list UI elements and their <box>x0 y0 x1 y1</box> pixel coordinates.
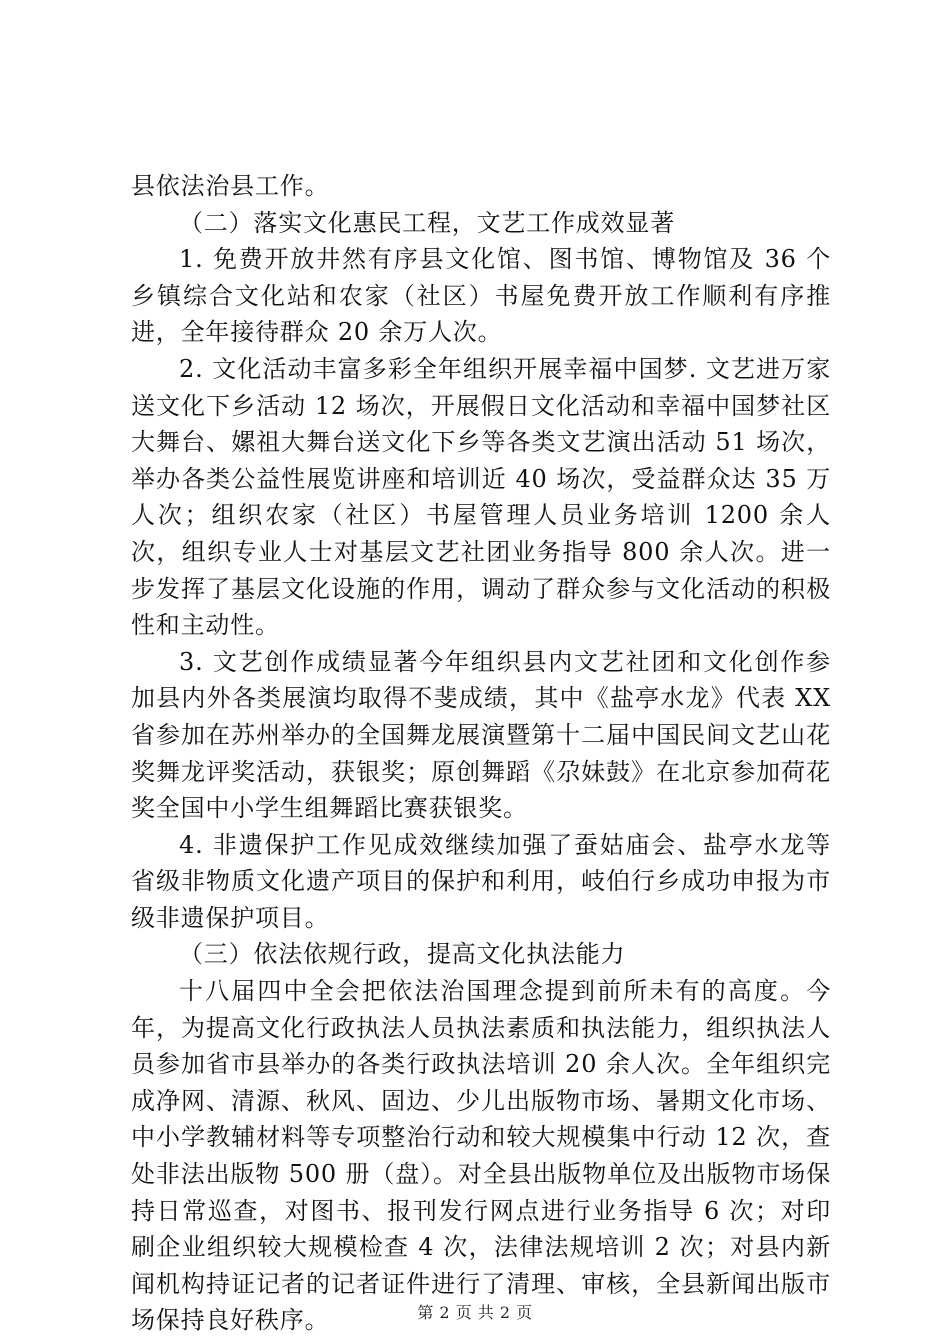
paragraph-item-2: 2. 文化活动丰富多彩全年组织开展幸福中国梦. 文艺进万家送文化下乡活动 12 场次，开展假日文化活动和幸福中国梦社区大舞台、嫘祖大舞台送文化下乡等各类文艺演出活动 51 场次，举办各类公益性展览讲座和培训近 40 场次，受益群众达 35 万人次；组织农家（社区）书屋管理人员业务培训 1200 余人次，组织专业人士对基层文艺社团业务指导 800 余人次。进一步发挥了基层文化设施的作用，调动了群众参与文化活动的积极性和主动性。 <box>131 354 831 640</box>
paragraph-item-4: 4. 非遗保护工作见成效继续加强了蚕姑庙会、盐亭水龙等省级非物质文化遗产项目的保护和利用，岐伯行乡成功申报为市级非遗保护项目。 <box>131 830 831 932</box>
document-body <box>131 168 831 1339</box>
paragraph-continuation: 县依法治县工作。 <box>131 172 330 200</box>
paragraph-law-enforcement: 十八届四中全会把依法治国理念提到前所未有的高度。今年，为提高文化行政执法人员执法素质和执法能力，组织执法人员参加省市县举办的各类行政执法培训 20 余人次。全年组织完成净网、清源、秋风、固边、少儿出版物市场、暑期文化市场、中小学教辅材料等专项整治行动和较大规模集中行动 12 次，查处非法出版物 500 册（盘）。对全县出版物单位及出版物市场保持日常巡查，对图书、报刊发行网点进行业务指导 6 次；对印刷企业组织较大规模检查 4 次，法律法规培训 2 次；对县内新闻机构持证记者的记者证件进行了清理、审核，全县新闻出版市场保持良好秩序。 <box>131 977 831 1335</box>
paragraph-item-1: 1. 免费开放井然有序县文化馆、图书馆、博物馆及 36 个乡镇综合文化站和农家（社区）书屋免费开放工作顺利有序推进，全年接待群众 20 余万人次。 <box>131 245 831 347</box>
page-number-footer: 第 2 页 共 2 页 <box>417 1303 533 1322</box>
paragraph-item-3: 3. 文艺创作成绩显著今年组织县内文艺社团和文化创作参加县内外各类展演均取得不斐成绩，其中《盐亭水龙》代表 XX 省参加在苏州举办的全国舞龙展演暨第十二届中国民间文艺山花奖舞龙评奖活动，获银奖；原创舞蹈《尕妹鼓》在北京参加荷花奖全国中小学生组舞蹈比赛获银奖。 <box>131 647 831 823</box>
section-heading-2: （二）落实文化惠民工程，文艺工作成效显著 <box>179 208 675 237</box>
section-heading-3: （三）依法依规行政，提高文化执法能力 <box>179 940 626 969</box>
